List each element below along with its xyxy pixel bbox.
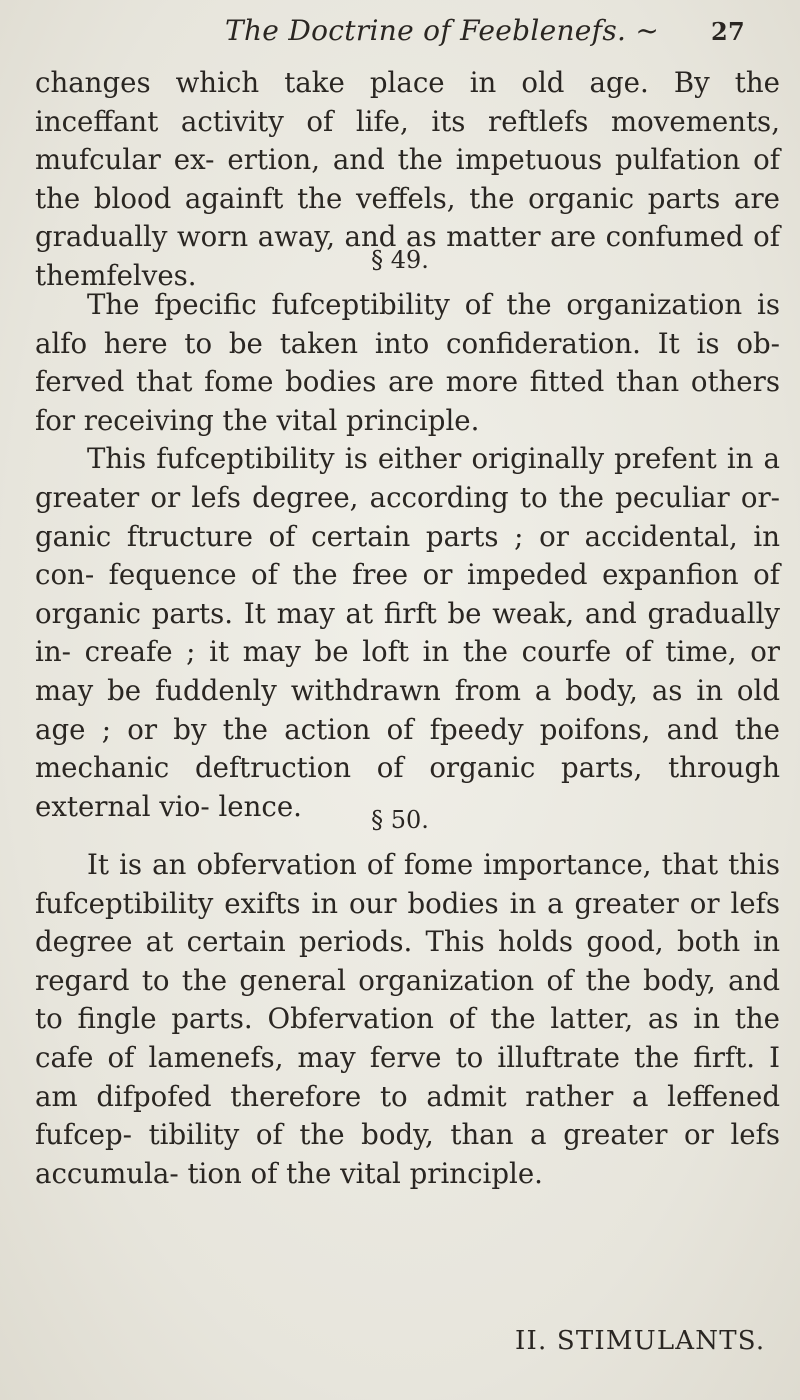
paragraph-text: changes which take place in old age. By the inceffant activity of life, its reftlefs movements, mufcular ex- ertion, and the impetuous pulfation of the blood againft the veffels, the organic parts are gradually worn away, and as matter are confumed of themfelves. bbox=[35, 66, 780, 292]
running-head-title: The Doctrine of Feeblenefs. ~ bbox=[225, 14, 660, 47]
catchword: II. STIMULANTS. bbox=[515, 1326, 766, 1356]
paragraph-text: The fpecific fufceptibility of the organization is alfo here to be taken into confideration. It is ob- ferved that fome bodies are more fitted than others for receiving the vital principle. bbox=[35, 288, 780, 437]
section-50-body bbox=[35, 846, 780, 1193]
section-49-body bbox=[35, 286, 780, 826]
paragraph-text: This fufceptibility is either originally prefent in a greater or lefs degree, according to the peculiar or- ganic ftructure of certain parts ; or accidental, in con- fequence of the free or impeded expanfion of organic parts. It may at firft be weak, and gradually in- creafe ; it may be loft in the courfe of time, or may be fuddenly withdrawn from a body, as in old age ; or by the action of fpeedy poifons, and the mechanic deftruction of organic parts, through external vio- lence. bbox=[35, 442, 780, 823]
section-heading-49: § 49. bbox=[371, 246, 429, 274]
running-head bbox=[225, 14, 745, 47]
page-number: 27 bbox=[711, 17, 745, 46]
paragraph-text: It is an obfervation of fome importance, that this fufceptibility exifts in our bodies in a greater or lefs degree at certain periods. This holds good, both in regard to the general organization of the body, and to fingle parts. Obfervation of the latter, as in the cafe of lamenefs, may ferve to illuftrate the firft. I am difpofed therefore to admit rather a leffened fufcep- tibility of the body, than a greater or lefs accumula- tion of the vital principle. bbox=[35, 848, 780, 1190]
section-heading-50: § 50. bbox=[371, 806, 429, 834]
